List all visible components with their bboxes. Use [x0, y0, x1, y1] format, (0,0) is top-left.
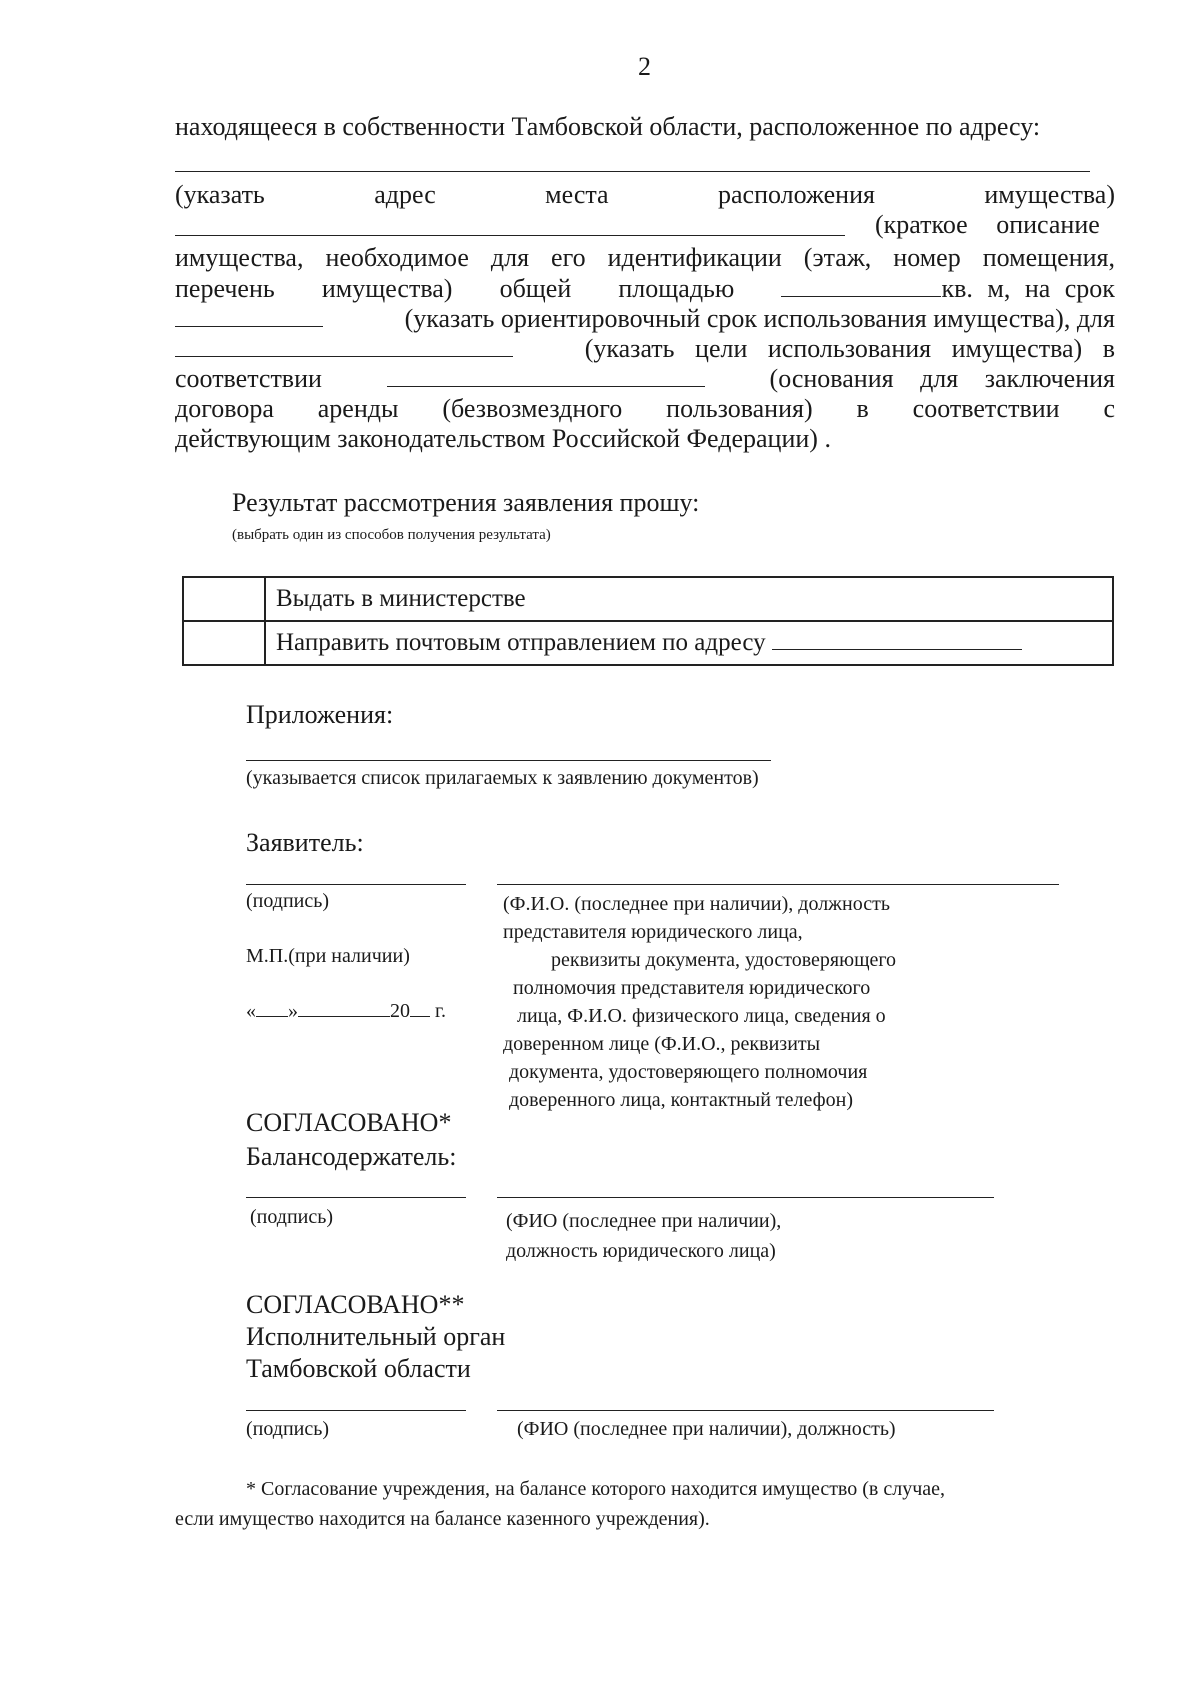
applicant-fio-description: (Ф.И.О. (последнее при наличии), должность представителя юридического лица, реквизиты документа, удостоверяющего полномочия представителя юридического лица, Ф.И.О. физического лица, сведения о доверенном лице (Ф.И.О., реквизиты документа, удостоверяющего полномочия доверенного лица, контактный телефон) — [503, 893, 897, 1111]
result-options-table — [182, 576, 1114, 666]
intro-line-term: (указать ориентировочный срок использования имущества), для — [175, 304, 1115, 334]
approval1-signature-label: (подпись) — [250, 1206, 334, 1228]
option-row — [183, 577, 1113, 621]
intro-line-area: перечень имущества) общей площадью кв. м, на срок — [175, 274, 1115, 303]
basis-blank — [387, 364, 705, 387]
approval2-fio-line — [497, 1410, 994, 1411]
area-blank — [781, 274, 941, 297]
intro-line-basis: соответствии (основания для заключения — [175, 364, 1115, 393]
applicant-signature-line — [246, 884, 466, 885]
approval1-fio-description: (ФИО (последнее при наличии), должность юридического лица) — [506, 1210, 782, 1262]
result-title: Результат рассмотрения заявления прошу: — [232, 488, 700, 517]
option-checkbox-ministry[interactable] — [183, 577, 265, 621]
purpose-blank — [175, 334, 513, 357]
intro-line-ident: имущества, необходимое для его идентификации (этаж, номер помещения, — [175, 243, 1115, 272]
applicant-title: Заявитель: — [246, 828, 364, 857]
attachments-title: Приложения: — [246, 700, 394, 729]
approval1-title: СОГЛАСОВАНО* — [246, 1108, 452, 1137]
applicant-signature-label: (подпись) — [246, 890, 330, 912]
option-label-ministry: Выдать в министерстве — [265, 577, 1113, 621]
attachments-hint: (указывается список прилагаемых к заявлению документов) — [246, 767, 759, 789]
attachments-underline — [246, 760, 771, 761]
mail-address-blank — [772, 631, 1022, 650]
intro-line-1: находящееся в собственности Тамбовской области, расположенное по адресу: — [175, 112, 1041, 141]
option-checkbox-mail[interactable] — [183, 621, 265, 665]
footnote-line-1: * Согласование учреждения, на балансе которого находится имущество (в случае, — [246, 1478, 946, 1500]
applicant-fio-line — [497, 884, 1059, 885]
short-description: (краткое описание — [875, 210, 1100, 239]
description-underline — [175, 235, 845, 236]
result-subtitle: (выбрать один из способов получения результата) — [232, 527, 551, 543]
term-blank — [175, 304, 323, 327]
address-hint: (указать адрес места расположения имущества) — [175, 180, 1115, 209]
address-underline — [175, 171, 1090, 172]
option-label-mail: Направить почтовым отправлением по адресу — [265, 621, 1113, 665]
intro-line-purpose: (указать цели использования имущества) в — [175, 334, 1115, 364]
page-number: 2 — [638, 52, 651, 81]
approval2-signature-line — [246, 1410, 466, 1411]
approval1-signature-line — [246, 1197, 466, 1198]
approval1-fio-line — [497, 1197, 994, 1198]
approval1-subtitle: Балансодержатель: — [246, 1142, 457, 1171]
approval2-title: СОГЛАСОВАНО** — [246, 1290, 465, 1319]
approval2-signature-label: (подпись) — [246, 1418, 330, 1440]
applicant-stamp: М.П.(при наличии) — [246, 945, 410, 967]
footnote-line-2: если имущество находится на балансе казенного учреждения). — [175, 1508, 710, 1530]
approval2-subtitle-line1: Исполнительный орган — [246, 1322, 506, 1351]
intro-line-contract: договора аренды (безвозмездного пользования) в соответствии с — [175, 394, 1115, 423]
applicant-date: « » 20 г. — [246, 1000, 446, 1022]
option-row — [183, 621, 1113, 665]
approval2-subtitle-line2: Тамбовской области — [246, 1354, 471, 1383]
intro-line-law: действующим законодательством Российской Федерации) . — [175, 424, 831, 453]
approval2-fio-description: (ФИО (последнее при наличии), должность) — [517, 1418, 896, 1440]
